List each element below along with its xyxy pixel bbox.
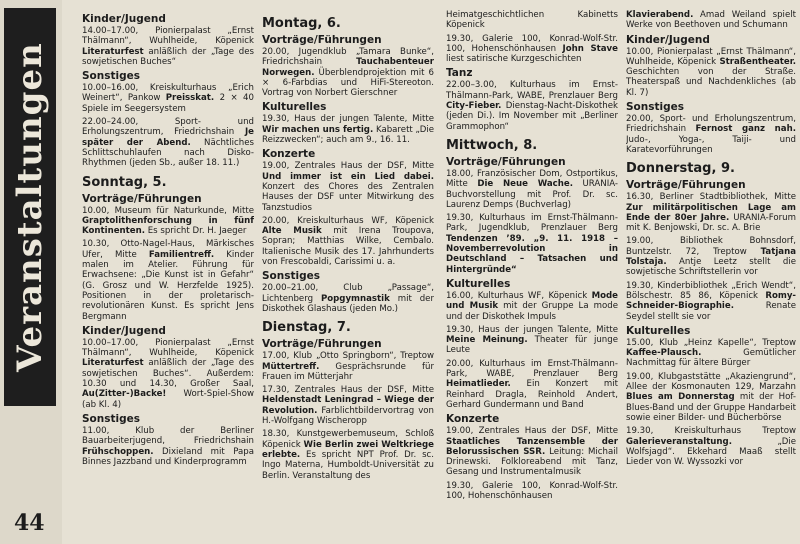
event-title: Preisskat. <box>165 93 215 104</box>
event-title: Zur militärpolitischen Lage am Ende der 80er Jahre. <box>626 202 796 223</box>
event-title: Heimatlieder. <box>446 379 511 390</box>
section-heading: Konzerte <box>262 148 316 161</box>
event-text: 19.30, Galerie 100, Konrad-Wolf-Str. 100, Hohenschönhausen <box>446 33 618 54</box>
section-heading: Tanz <box>446 67 473 80</box>
event-text: 10.00, Pionierpalast „Ernst Thälmann“, Wuhlheide, Köpenick <box>626 46 796 67</box>
event-title: Heldenstadt Leningrad – Wiege der Revolution. <box>262 395 434 416</box>
section-heading: Konzerte <box>446 413 500 426</box>
section-heading: Kulturelles <box>262 101 327 114</box>
event-text: „Die Wolfsjagd“. Ekkehard Maaß stellt Lieder von W. Wyssozki vor <box>626 436 796 468</box>
section-heading: Vorträge/Führungen <box>82 192 202 205</box>
event-entry <box>446 359 618 410</box>
event-entry <box>262 114 434 145</box>
day-heading: Mittwoch, 8. <box>446 137 538 153</box>
section-heading: Sonstiges <box>262 270 321 283</box>
event-text: Theater für junge Leute <box>446 335 618 356</box>
event-text: 19.00, Bibliothek Bohnsdorf, Buntzelstr. 72, Treptow <box>626 236 796 257</box>
event-title: Tauchabenteuer Norwegen. <box>262 57 434 78</box>
event-entry <box>626 47 796 98</box>
event-text: Heimatgeschichtlichen Kabinetts Köpenick <box>446 10 618 31</box>
event-text: mit Irena Troupova, Sopran; Matthias Wilke, Cembalo. Italienische Musik des 17. Jahrhunderts von Frescobaldi, Carissimi u. a. <box>262 226 434 268</box>
event-entry <box>262 385 434 426</box>
section-heading: Sonstiges <box>626 101 685 114</box>
event-title: Straßentheater. <box>719 56 796 67</box>
event-text: anläßlich der „Tage des sowjetischen Buches“. Außerdem: 10.30 und 14.30, Großer Saal, <box>82 358 254 390</box>
event-entry <box>626 338 796 369</box>
section-heading: Kinder/Jugend <box>626 33 710 46</box>
column-3 <box>446 10 618 542</box>
event-text: URANIA-Forum mit K. Benjowski, Dr. sc. A. Brie <box>626 212 796 234</box>
event-text: anläßlich der „Tage des sowjetischen Buches“ <box>82 46 254 67</box>
event-title: Galerieveranstaltung. <box>626 436 732 447</box>
section-heading: Kinder/Jugend <box>82 324 166 337</box>
event-text: Kinder malen im Atelier. Führung für Erwachsene: „Die Kunst ist in Gefahr“ (G. Grosz und W. Herzfelde 1925). Positionen in der proletarisch-revolutionären Kunst. Es spricht Jens Bergmann <box>82 249 254 322</box>
event-text: 20.00, Jugendklub „Tamara Bunke“, Friedrichshain <box>262 47 434 68</box>
event-text: mit der Gruppe La mode und der Diskothek Impuls <box>446 301 618 322</box>
event-text: 10.30, Otto-Nagel-Haus, Märkisches Ufer, Mitte <box>82 239 254 260</box>
event-text: 10.00–17.00, Pionierpalast „Ernst Thälmann“, Wuhlheide, Köpenick <box>82 337 254 359</box>
event-text: 2 × 40 Spiele im Seegersystem <box>82 93 254 114</box>
event-title: Blues am Donnerstag <box>626 392 735 403</box>
column-2 <box>262 10 434 542</box>
event-text: Ein Konzert mit Reinhard Dragla, Reinhold Andert, Gerhard Gundermann und Band <box>446 379 618 410</box>
event-text: Gesprächsrunde für Frauen im Mütterjahr <box>262 361 434 382</box>
event-text: Konzert des Chores des Zentralen Hauses der DSF unter Mitwirkung des Tanzstudios <box>262 181 434 213</box>
event-title: Literaturfest <box>82 358 144 369</box>
day-heading: Donnerstag, 9. <box>626 161 735 177</box>
event-title: Meine Meinung. <box>446 335 528 346</box>
event-entry <box>446 291 618 322</box>
event-entry <box>446 325 618 356</box>
page-number: 44 <box>14 510 45 536</box>
event-text: Kabarett „Die Reizzwecken“; auch am 9., 16. 11. <box>262 124 434 146</box>
event-text: 17.00, Klub „Otto Springborn“, Treptow <box>262 351 434 362</box>
event-entry <box>82 83 254 114</box>
event-text: 19.00, Zentrales Haus der DSF, Mitte <box>446 426 618 437</box>
event-title: Wir machen uns fertig. <box>262 124 374 135</box>
event-text: 19.30, Kreiskulturhaus Treptow <box>626 426 796 437</box>
event-text: 16.00, Kulturhaus WF, Köpenick <box>446 290 592 301</box>
event-text: 19.30, Galerie 100, Konrad-Wolf-Str. 100, Hohenschönhausen <box>446 480 618 501</box>
event-text: 20.00, Sport- und Erholungszentrum, Friedrichshain <box>626 114 796 135</box>
event-text: 14.00–17.00, Pionierpalast „Ernst Thälmann“, Wuhlheide, Köpenick <box>82 26 254 47</box>
event-entry <box>262 47 434 98</box>
event-entry <box>626 372 796 423</box>
section-heading: Vorträge/Führungen <box>446 155 566 168</box>
event-entry <box>626 192 796 233</box>
event-text: mit der Hof-Blues-Band und der Gruppe Handarbeit sowie einer Bilder- und Bücherbörse <box>626 392 796 423</box>
event-title: Staatliches Tanzensemble der Belorussischen SSR. <box>446 436 618 457</box>
event-entry <box>626 236 796 277</box>
event-entry <box>262 161 434 212</box>
event-text: Amad Weiland spielt Werke von Beethoven und Schumann <box>626 10 796 31</box>
event-title: Die Neue Wache. <box>477 179 573 190</box>
event-text: 22.00–3.00, Kulturhaus im Ernst-Thälmann-Park, WABE, Prenzlauer Berg <box>446 80 618 101</box>
event-text: Wort-Spiel-Show (ab Kl. 4) <box>82 389 254 410</box>
event-title: Tendenzen ’89. „9. 11. 1918 – Novemberrevolution in Deutschland – Tatsachen und Hintergründe“ <box>446 233 618 275</box>
section-heading: Vorträge/Führungen <box>262 338 382 351</box>
event-title: Literaturfest <box>82 46 144 57</box>
event-text: 10.00, Museum für Naturkunde, Mitte <box>82 205 254 216</box>
event-entry <box>82 117 254 168</box>
event-text: Nächtliches Schlittschuhlaufen nach Disko-Rhythmen (jeden Sb., außer 18. 11.) <box>82 137 254 169</box>
event-title: Popgymnastik <box>320 293 390 304</box>
event-entry <box>446 34 618 65</box>
event-text: 19.00, Klubgaststätte „Akaziengrund“, Allee der Kosmonauten 129, Marzahn <box>626 371 796 393</box>
event-title: Müttertreff. <box>262 361 320 372</box>
section-heading: Kinder/Jugend <box>82 13 166 25</box>
event-text: 19.30, Kinderbibliothek „Erich Wendt“, Bölschestr. 85 86, Köpenick <box>626 280 796 301</box>
event-entry <box>626 10 796 31</box>
event-title: Graptolithenforschung in fünf Kontinenten. <box>82 215 254 237</box>
event-title: Au(Zitter-)Backe! <box>82 389 167 400</box>
event-text: mit der Diskothek Glashaus (jeden Mo.) <box>262 293 434 314</box>
section-heading: Sonstiges <box>82 70 141 83</box>
event-entry <box>82 426 254 467</box>
event-entry <box>82 206 254 237</box>
day-heading: Montag, 6. <box>262 16 341 31</box>
event-entry <box>82 239 254 321</box>
event-text: Renate Seydel stellt sie vor <box>626 301 796 322</box>
event-text: Überblendprojektion mit 6 × 6-Farbdias und HiFi-Stereoton. Vortrag von Norbert Gierschner <box>262 67 434 99</box>
event-text: 10.00–16.00, Kreiskulturhaus „Erich Weinert“, Pankow <box>82 83 254 104</box>
event-title: Familientreff. <box>148 249 215 260</box>
section-heading: Vorträge/Führungen <box>262 34 382 46</box>
event-text: 17.30, Zentrales Haus der DSF, Mitte <box>262 385 434 396</box>
column-1 <box>82 10 254 542</box>
event-title: John Stave <box>562 43 618 54</box>
event-title: Wie Berlin zwei Weltkriege erlebte. <box>262 439 434 460</box>
event-text: 18.00, Französischer Dom, Ostportikus, Mitte <box>446 168 618 190</box>
event-entry <box>446 10 618 31</box>
event-title: Klavierabend. <box>626 10 694 20</box>
event-text: 19.30, Haus der jungen Talente, Mitte <box>262 114 434 125</box>
event-entry <box>446 80 618 131</box>
event-entry <box>82 338 254 410</box>
event-text: Antje Leetz stellt die sowjetische Schriftstellerin vor <box>626 257 796 278</box>
event-title: Und immer ist ein Lied dabei. <box>262 171 434 182</box>
event-entry <box>446 169 618 210</box>
event-text: Leitung: Michail Drinewski. Folkloreabend mit Tanz, Gesang und Instrumentalmusik <box>446 446 618 478</box>
day-heading: Sonntag, 5. <box>82 174 167 190</box>
event-text: Judo-, Yoga-, Taiji- und Karatevorführungen <box>626 134 796 155</box>
event-text: Farblichtbildervortrag von H.-Wolfgang Wischeropp <box>262 405 434 427</box>
section-heading: Kulturelles <box>446 277 511 290</box>
event-entry <box>626 114 796 155</box>
event-title: Kaffee-Plausch. <box>626 348 702 359</box>
event-text: 15.00, Klub „Heinz Kapelle“, Treptow <box>626 337 796 348</box>
event-entry <box>446 213 618 275</box>
event-entry <box>262 351 434 382</box>
event-text: 19.00, Zentrales Haus der DSF, Mitte <box>262 161 434 172</box>
section-heading: Kulturelles <box>626 324 691 337</box>
event-text: liest satirische Kurzgeschichten <box>446 54 582 65</box>
event-text: 18.30, Kunstgewerbemuseum, Schloß Köpenick <box>262 429 434 450</box>
event-text: 20.00, Kulturhaus im Ernst-Thälmann-Park, WABE, Prenzlauer Berg <box>446 358 618 380</box>
event-text: 20.00, Kreiskulturhaus WF, Köpenick <box>262 215 434 226</box>
event-text: Dienstag-Nacht-Diskothek (jeden Di.). Im November mit „Berliner Grammophon“ <box>446 101 618 132</box>
event-title: City-Fieber. <box>446 101 502 112</box>
event-text: Es spricht NPT Prof. Dr. sc. Ingo Materna, Humboldt-Universität zu Berlin. Veranstaltung des <box>262 449 434 481</box>
event-text: 19.30, Haus der jungen Talente, Mitte <box>446 324 618 335</box>
event-entry <box>446 481 618 502</box>
event-title: Mode und Musik <box>446 290 618 312</box>
event-entry <box>262 429 434 480</box>
sidebar <box>0 0 62 544</box>
event-text: 22.00–24.00, Sport- und Erholungszentrum, Friedrichshain <box>82 117 254 138</box>
event-entry <box>446 426 618 477</box>
event-entry <box>626 426 796 467</box>
event-title: Romy-Schneider-Biographie. <box>626 290 796 312</box>
event-text: 16.30, Berliner Stadtbibliothek, Mitte <box>626 192 796 203</box>
event-text: URANIA-Buchvorstellung mit Prof. Dr. sc. Laurenz Demps (Buchverlag) <box>446 179 618 210</box>
event-entry <box>82 26 254 67</box>
event-entry <box>262 216 434 267</box>
event-text: 19.30, Kulturhaus im Ernst-Thälmann-Park, Jugendklub, Prenzlauer Berg <box>446 213 618 234</box>
section-heading: Vorträge/Führungen <box>626 179 746 192</box>
event-text: 20.00–21.00, Club „Passage“, Lichtenberg <box>262 283 434 304</box>
event-text: Dixieland mit Papa Binnes Jazzband und Kinderprogramm <box>82 446 254 467</box>
event-text: Es spricht Dr. H. Jaeger <box>144 226 247 237</box>
event-text: 11.00, Klub der Berliner Bauarbeiterjugend, Friedrichshain <box>82 425 254 447</box>
event-text: Geschichten von der Straße. Theaterspaß und Nachdenkliches (ab Kl. 7) <box>626 67 796 98</box>
column-4 <box>626 10 796 542</box>
event-text: Gemütlicher Nachmittag für ältere Bürger <box>626 348 796 369</box>
event-title: Alte Musik <box>262 226 322 237</box>
event-entry <box>626 281 796 322</box>
event-title: Je später der Abend. <box>82 127 254 148</box>
section-heading: Sonstiges <box>82 412 141 425</box>
event-title: Tatjana Tolstaja. <box>626 246 796 268</box>
day-heading: Dienstag, 7. <box>262 320 351 336</box>
event-title: Frühschoppen. <box>82 446 154 457</box>
event-entry <box>262 283 434 314</box>
section-title: Veranstaltungen <box>10 42 50 372</box>
event-title: Fernost ganz nah. <box>695 124 796 135</box>
